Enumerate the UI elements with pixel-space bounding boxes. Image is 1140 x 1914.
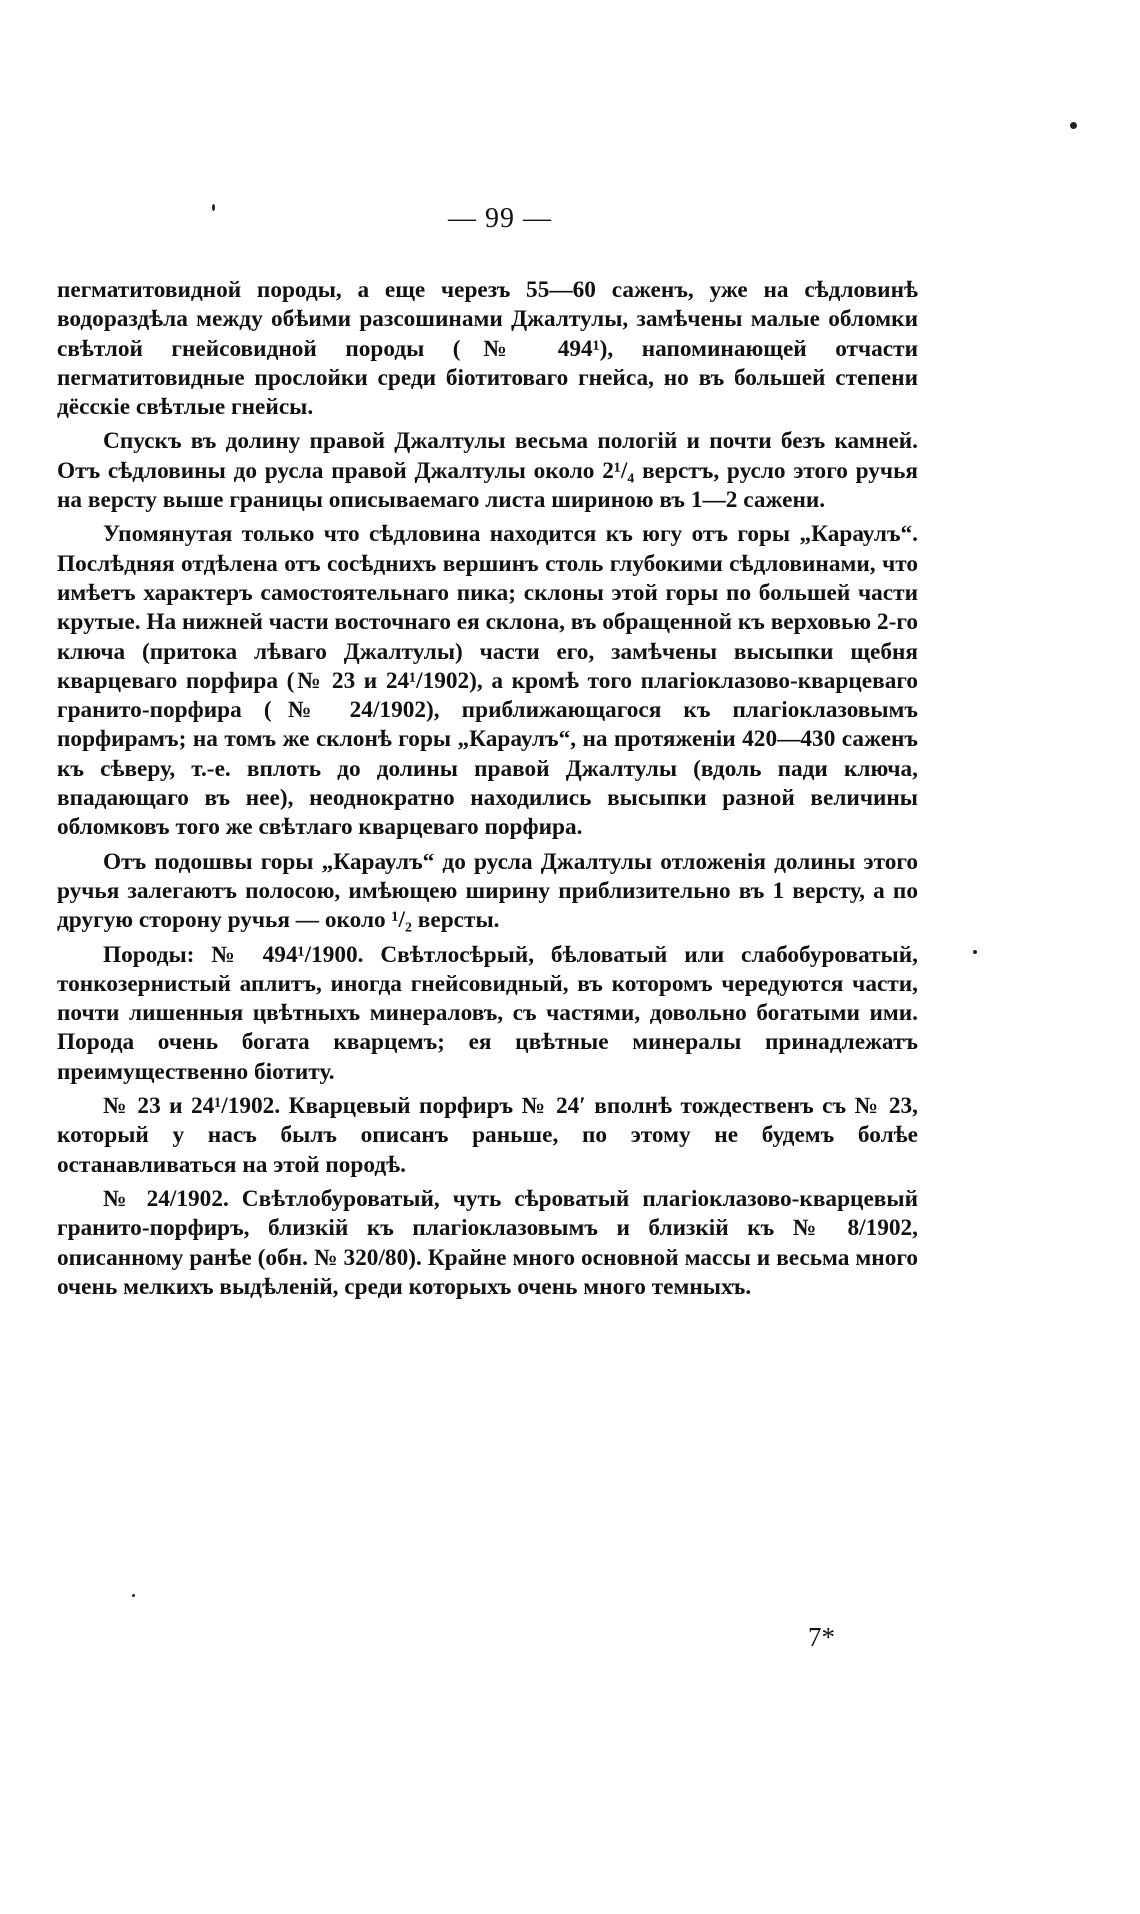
paragraph-valley-deposits: Отъ подошвы горы „Караулъ“ до русла Джалтулы отложенія долины этого ручья залегаютъ полосою, имѣющею ширину приблизительно въ 1 версту, а по другую сторону ручья — около ¹/₂ версты.	[57, 848, 918, 934]
paragraph-continued: пегматитовидной породы, а еще черезъ 55—60 саженъ, уже на сѣдловинѣ водораздѣла между обѣими разсошинами Джалтулы, замѣчены малые обломки свѣтлой гнейсовидной породы (№ 494¹), напоминающей отчасти пегматитовидные прослойки среди біотитоваго гнейса, но въ большей степени дёсскіе свѣтлые гнейсы.	[57, 277, 918, 421]
paragraph-rock-24-1902: № 24/1902. Свѣтлобуроватый, чуть сѣроватый плагіоклазово-кварцевый гранито-порфиръ, близкій къ плагіоклазовымъ и близкій къ № 8/1902, описанному ранѣе (обн. № 320/80). Крайне много основной массы и весьма много очень мелкихъ выдѣленій, среди которыхъ очень много темныхъ.	[57, 1185, 918, 1300]
paragraph-rock-494: Породы: № 494¹/1900. Свѣтлосѣрый, бѣловатый или слабобуроватый, тонкозернистый аплитъ, иногда гнейсовидный, въ которомъ чередуются части, почти лишенныя цвѣтныхъ минераловъ, съ частями, довольно богатыми ими. Порода очень богата кварцемъ; ея цвѣтные минералы принадлежатъ преимущественно біотиту.	[57, 941, 918, 1085]
scan-speck	[973, 950, 977, 954]
body-text	[57, 276, 918, 1307]
scan-speck	[1070, 122, 1077, 129]
paragraph-descent: Спускъ въ долину правой Джалтулы весьма пологій и почти безъ камней. Отъ сѣдловины до русла правой Джалтулы около 2¹/₄ верстъ, русло этого ручья на версту выше границы описываемаго листа шириною въ 1—2 сажени.	[57, 428, 918, 514]
scan-speck	[132, 1594, 135, 1597]
page-number: — 99 —	[448, 203, 552, 234]
scan-speck	[212, 204, 215, 211]
paragraph-saddle: Упомянутая только что сѣдловина находится къ югу отъ горы „Караулъ“. Послѣдняя отдѣлена отъ сосѣднихъ вершинъ столь глубокими сѣдловинами, что имѣетъ характеръ самостоятельнаго пика; склоны этой горы по большей части крутые. На нижней части восточнаго ея склона, въ обращенной къ верховью 2-го ключа (притока лѣваго Джалтулы) части его, замѣчены высыпки щебня кварцеваго порфира (№ 23 и 24¹/1902), а кромѣ того плагіоклазово-кварцеваго гранито-порфира (№ 24/1902), приближающагося къ плагіоклазовымъ порфирамъ; на томъ же склонѣ горы „Караулъ“, на протяженіи 420—430 саженъ къ сѣверу, т.-е. вплоть до долины правой Джалтулы (вдоль пади ключа, впадающаго въ нее), неоднократно находились высыпки разной величины обломковъ того же свѣтлаго кварцеваго порфира.	[57, 521, 918, 841]
paragraph-rock-23-24: № 23 и 24¹/1902. Кварцевый порфиръ № 24′ вполнѣ тождественъ съ № 23, который у насъ былъ описанъ раньше, по этому не будемъ болѣе останавливаться на этой породѣ.	[57, 1093, 918, 1178]
printer-signature: 7*	[808, 1622, 835, 1652]
